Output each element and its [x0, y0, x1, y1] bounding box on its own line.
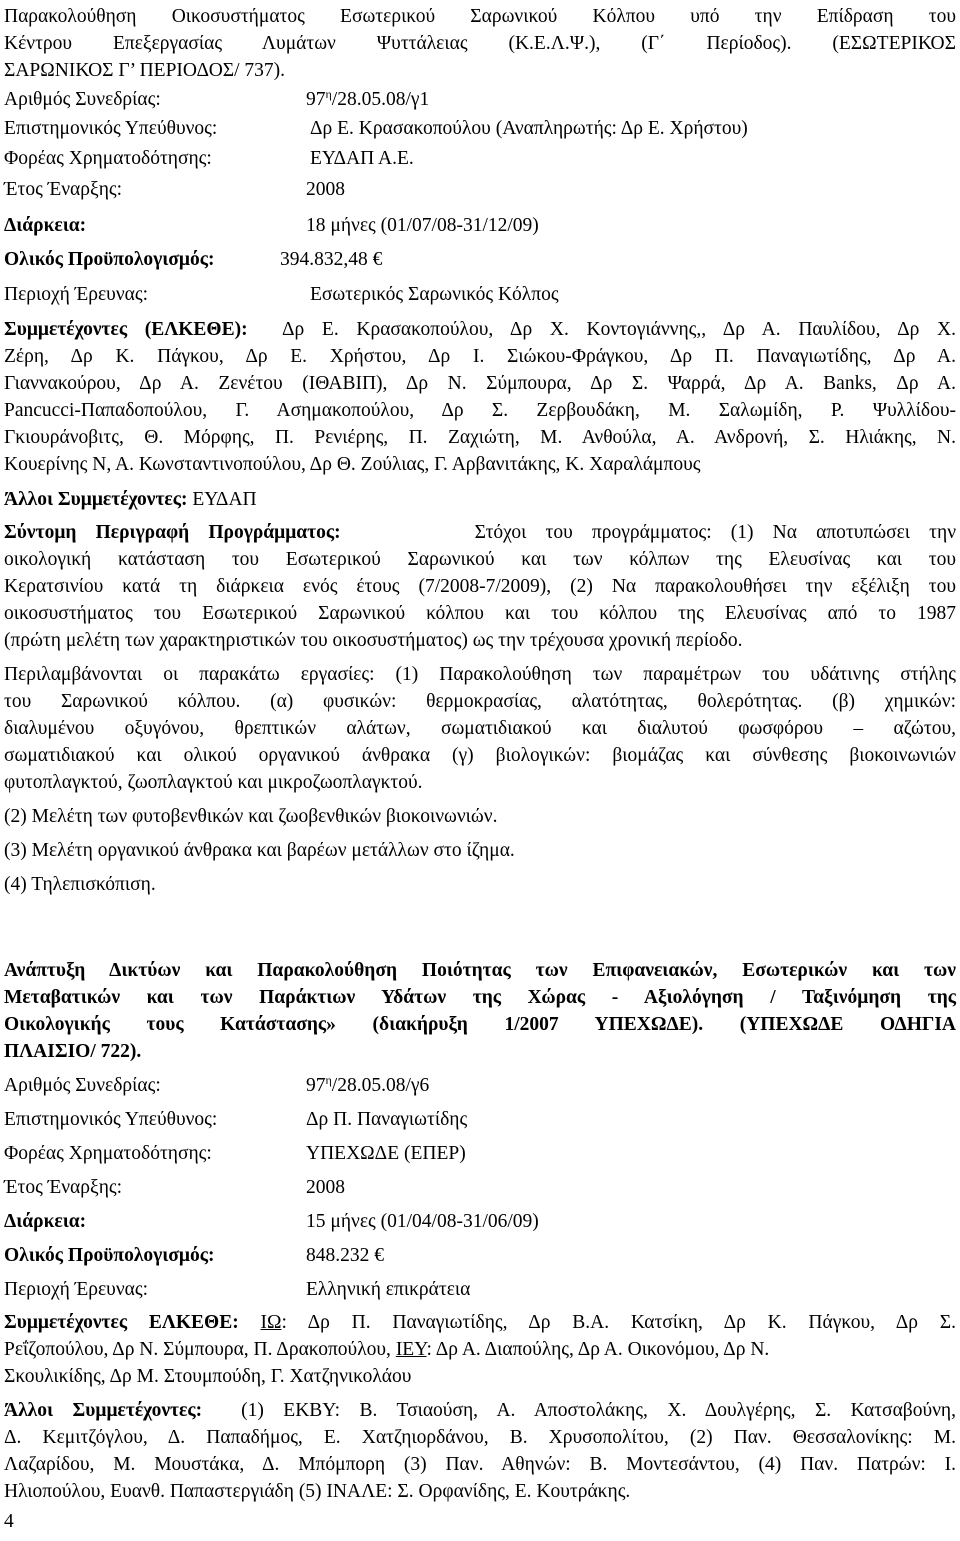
other-label: Άλλοι Συμμετέχοντες:	[4, 489, 188, 510]
scientist-label: Επιστημονικός Υπεύθυνος:	[4, 118, 218, 139]
project1-scientist-row	[4, 117, 956, 141]
project2-area-row	[4, 1278, 956, 1302]
project2-other-line: Δ. Κεμιτζόγλου, Δ. Παπαδήμος, Ε. Χατζηιορδάνου, Β. Χρυσοπολίτου, (2) Παν. Θεσσαλονίκης: Μ.	[4, 1427, 956, 1448]
project2-title-line: Ανάπτυξη Δικτύων και Παρακολούθηση Ποιότητας των Επιφανειακών, Εσωτερικών και των	[4, 960, 956, 981]
project2-participants-line: Σκουλικίδης, Δρ Μ. Στουμπούδη, Γ. Χατζηνικολάου	[4, 1366, 412, 1387]
budget-label: Ολικός Προϋπολογισμός:	[4, 249, 215, 270]
budget-label: Ολικός Προϋπολογισμός:	[4, 1245, 215, 1266]
project1-participants-line: Συμμετέχοντες (ΕΛΚΕΘΕ): Δρ Ε. Κρασακοπούλου, Δρ Χ. Κοντογιάννης,, Δρ Α. Παυλίδου, Δρ Χ.	[4, 319, 956, 340]
project1-participants-line: Pancucci-Παπαδοπούλου, Γ. Ασημακοπούλου, Δρ Σ. Ζερβουδάκη, Μ. Σαλωμίδη, Ρ. Ψυλλίδου-	[4, 400, 956, 421]
project1-area-row	[4, 283, 956, 307]
project2-title-line: Μεταβατικών και των Παράκτιων Υδάτων της Χώρας - Αξιολόγηση / Ταξινόμηση της	[4, 987, 956, 1008]
project2-title-line: ΠΛΑΙΣΙΟ/ 722).	[4, 1041, 142, 1062]
session-label: Αριθμός Συνεδρίας:	[4, 1075, 161, 1096]
project1-tasks-line: φυτοπλαγκτού, ζωοπλαγκτού και μικροζωοπλαγκτού.	[4, 772, 423, 793]
project1-participants-line: Ζέρη, Δρ Κ. Πάγκου, Δρ Ε. Χρήστου, Δρ Ι. Σιώκου-Φράγκου, Δρ Π. Παναγιωτίδης, Δρ Α.	[4, 346, 956, 367]
scientist-value: Δρ Π. Παναγιωτίδης	[306, 1109, 468, 1130]
page-number: 4	[4, 1511, 14, 1532]
participants-io: ΙΩ	[260, 1312, 282, 1333]
project1-tasks-line: Περιλαμβάνονται οι παρακάτω εργασίες: (1) Παρακολούθηση των παραμέτρων του υδάτινης στήλης	[4, 664, 956, 685]
project1-summary-line: (πρώτη μελέτη των χαρακτηριστικών του οικοσυστήματος) ως την τρέχουσα χρονική περίοδο.	[4, 630, 743, 651]
project1-start-row	[4, 178, 956, 202]
duration-value: 15 μήνες (01/04/08-31/06/09)	[306, 1211, 539, 1232]
project1-tasks-line: διαλυμένου οξυγόνου, θρεπτικών αλάτων, σωματιδιακού και διαλυτού φωσφόρου – αζώτου,	[4, 718, 956, 739]
project2-participants-line: Ρεΐζοπούλου, Δρ Ν. Σύμπουρα, Π. Δρακοπούλου, ΙΕΥ: Δρ Α. Διαπούλης, Δρ Α. Οικονόμου, Δρ Ν.	[4, 1339, 770, 1360]
duration-value: 18 μήνες (01/07/08-31/12/09)	[306, 215, 539, 236]
participants-ieu: ΙΕΥ	[395, 1339, 427, 1360]
participants-label: Συμμετέχοντες (ΕΛΚΕΘΕ):	[4, 319, 248, 340]
scientist-label: Επιστημονικός Υπεύθυνος:	[4, 1109, 218, 1130]
project1-budget-row	[4, 248, 956, 272]
project2-other-line: Άλλοι Συμμετέχοντες: (1) ΕΚΒΥ: Β. Τσιαούση, Α. Αποστολάκης, Χ. Δουλγέρης, Σ. Κατσαβούνη,	[4, 1400, 957, 1421]
funding-label: Φορέας Χρηματοδότησης:	[4, 1143, 212, 1164]
project1-title-line: Παρακολούθηση Οικοσυστήματος Εσωτερικού Σαρωνικού Κόλπου υπό την Επίδραση του	[4, 6, 956, 27]
funding-label: Φορέας Χρηματοδότησης:	[4, 148, 212, 169]
start-label: Έτος Έναρξης:	[4, 1177, 123, 1198]
project1-summary-line: Κερατσινίου κατά τη διάρκεια ενός έτους (7/2008-7/2009), (2) Να παρακολουθήσει την εξέλιξη του	[4, 576, 956, 597]
project1-duration-row	[4, 214, 956, 238]
project1-summary-line: οικοσυστήματος του Εσωτερικού Σαρωνικού κόλπου και του κόλπου της Ελευσίνας από το 1987	[4, 603, 956, 624]
area-label: Περιοχή Έρευνας:	[4, 1279, 149, 1300]
project1-task-4: (4) Τηλεπισκόπιση.	[4, 874, 156, 895]
other-value: ΕΥΔΑΠ	[192, 489, 257, 510]
duration-label: Διάρκεια:	[4, 215, 87, 236]
project1-funding-row	[4, 147, 956, 171]
project2-participants-line: Συμμετέχοντες ΕΛΚΕΘΕ: ΙΩ: Δρ Π. Παναγιωτίδης, Δρ Β.Α. Κατσίκη, Δρ Κ. Πάγκου, Δρ Σ.	[4, 1312, 956, 1333]
project2-other-line: Λαζαρίδου, Μ. Μουστάκα, Δ. Μπόμπορη (3) Παν. Αθηνών: Β. Μοντεσάντου, (4) Παν. Πατρών: Ι.	[4, 1454, 956, 1475]
project2-session-row	[4, 1074, 956, 1098]
project1-participants-line: Γιαννακούρου, Δρ Α. Ζενέτου (ΙΘΑΒΙΠ), Δρ Ν. Σύμπουρα, Δρ Σ. Ψαρρά, Δρ Α. Banks, Δρ Α.	[4, 373, 956, 394]
project1-participants-line: Κουερίνης Ν, Α. Κωνσταντινοπούλου, Δρ Θ. Ζούλιας, Γ. Αρβανιτάκης, Κ. Χαραλάμπους	[4, 454, 701, 475]
duration-label: Διάρκεια:	[4, 1211, 87, 1232]
project1-summary-line: οικολογική κατάσταση του Εσωτερικού Σαρωνικού και των κόλπων της Ελευσίνας και του	[4, 549, 956, 570]
funding-value: ΕΥΔΑΠ Α.Ε.	[310, 148, 414, 169]
budget-value: 848.232 €	[306, 1245, 384, 1266]
participants-label: Συμμετέχοντες ΕΛΚΕΘΕ:	[4, 1312, 239, 1333]
area-value: Εσωτερικός Σαρωνικός Κόλπος	[310, 284, 559, 305]
start-value: 2008	[306, 179, 345, 200]
project1-other-participants	[4, 488, 257, 512]
project1-participants-line: Γκιουράνοβιτς, Θ. Μόρφης, Π. Ρενιέρης, Π. Ζαχιώτη, Μ. Ανθούλα, Α. Ανδρονή, Σ. Ηλιάκης, Ν.	[4, 427, 956, 448]
project1-tasks-line: σωματιδιακού και ολικού οργανικού άνθρακα (γ) βιολογικών: βιομάζας και σύνθεσης βιοκοινωνιών	[4, 745, 956, 766]
session-label: Αριθμός Συνεδρίας:	[4, 89, 161, 110]
project1-task-3: (3) Μελέτη οργανικού άνθρακα και βαρέων μετάλλων στο ίζημα.	[4, 840, 515, 861]
session-value: $97^\eta/28.05.08/\gamma 6$	[306, 1073, 430, 1096]
project1-session-row	[4, 88, 956, 112]
budget-value: 394.832,48 €	[280, 249, 383, 270]
session-value: $97^\eta/28.05.08/\gamma 1$	[306, 87, 430, 110]
project2-budget-row	[4, 1244, 956, 1268]
project2-funding-row	[4, 1142, 956, 1166]
start-value: 2008	[306, 1177, 345, 1198]
start-label: Έτος Έναρξης:	[4, 179, 123, 200]
project1-tasks-line: του Σαρωνικού κόλπου. (α) φυσικών: θερμοκρασίας, αλατότητας, θολερότητας. (β) χημικών:	[4, 691, 956, 712]
project1-title-line: Κέντρου Επεξεργασίας Λυμάτων Ψυττάλειας (Κ.Ε.Λ.Ψ.), (Γ΄ Περίοδος). (ΕΣΩΤΕΡΙΚΟΣ	[4, 33, 956, 54]
area-value: Ελληνική επικράτεια	[306, 1279, 471, 1300]
project1-title-line: ΣΑΡΩΝΙΚΟΣ Γ’ ΠΕΡΙΟΔΟΣ/ 737).	[4, 60, 286, 81]
area-label: Περιοχή Έρευνας:	[4, 284, 149, 305]
other-label: Άλλοι Συμμετέχοντες:	[4, 1400, 203, 1421]
scientist-value: Δρ Ε. Κρασακοπούλου (Αναπληρωτής: Δρ Ε. Χρήστου)	[310, 118, 748, 139]
project2-other-line: Ηλιοπούλου, Ευανθ. Παπαστεργιάδη (5) ΙΝΑΛΕ: Σ. Ορφανίδης, Ε. Κουτράκης.	[4, 1481, 631, 1502]
project1-summary-line: Σύντομη Περιγραφή Προγράμματος: Στόχοι του προγράμματος: (1) Να αποτυπώσει την	[4, 522, 957, 543]
project2-duration-row	[4, 1210, 956, 1234]
project2-start-row	[4, 1176, 956, 1200]
project2-scientist-row	[4, 1108, 956, 1132]
project2-title-line: Οικολογικής τους Κατάστασης» (διακήρυξη 1/2007 ΥΠΕΧΩΔΕ). (ΥΠΕΧΩΔΕ ΟΔΗΓΙΑ	[4, 1014, 956, 1035]
summary-label: Σύντομη Περιγραφή Προγράμματος:	[4, 522, 341, 543]
funding-value: ΥΠΕΧΩΔΕ (ΕΠΕΡ)	[306, 1143, 466, 1164]
project1-task-2: (2) Μελέτη των φυτοβενθικών και ζωοβενθικών βιοκοινωνιών.	[4, 806, 498, 827]
